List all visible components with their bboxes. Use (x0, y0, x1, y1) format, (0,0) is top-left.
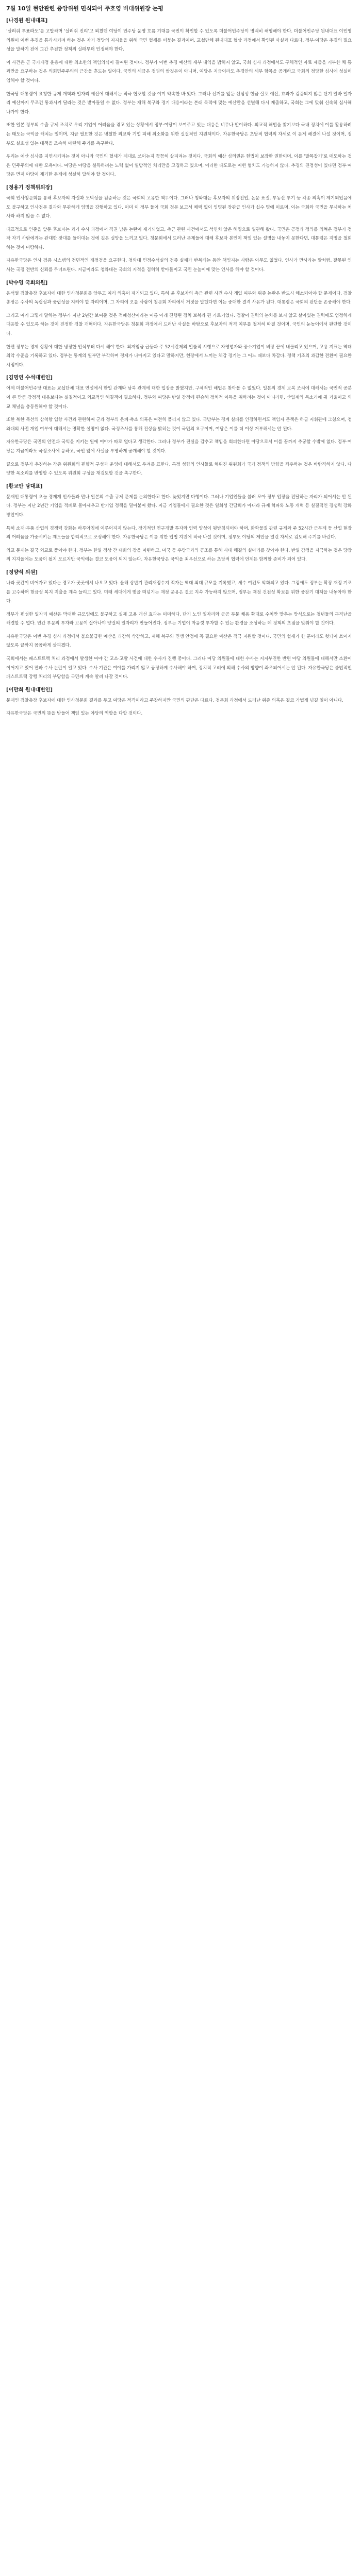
paragraph: 특히 소재·부품 산업의 경쟁력 강화는 하루아침에 이루어지지 않는다. 장기적인 연구개발 투자와 인력 양성이 뒷받침되어야 하며, 화학물질 관련 규제와 주 52시간 근무제 등 산업 현장의 어려움을 가중시키는 제도들을 합리적으로 조정해야 한다. 자유한국당은 이를 위한 입법 지원에 적극 나설 것이며, 정부도 야당의 제안을 열린 자세로 검토해 주기를 바란다. (6, 526, 352, 540)
section-5 (6, 483, 352, 565)
paragraph: 그리고 여기 그렇게 말하는 정부가 지난 2년간 보여준 것은 적폐청산이라는 이름 아래 진행된 정치 보복과 편 가르기였다. 검찰이 권력의 눈치를 보지 않고 살아있는 권력에도 엄정하게 대응할 수 있도록 하는 것이 진정한 검찰 개혁이다. 자유한국당은 청문회 과정에서 드러난 사실을 바탕으로 후보자의 적격 여부를 철저히 따질 것이며, 국민의 눈높이에서 판단할 것이다. (6, 313, 352, 337)
paragraph: 자유한국당은 국민의 뜻을 받들어 책임 있는 야당의 역할을 다할 것이다. (6, 711, 143, 717)
section-4 (6, 374, 352, 478)
paragraph: 한편 정부는 경제 상황에 대한 냉정한 인식부터 다시 해야 한다. 최저임금 급등과 주 52시간제의 일률적 시행으로 자영업자와 중소기업이 벼랑 끝에 내몰리고 있으며, 고용 지표는 역대 최악 수준을 기록하고 있다. 정부는 통계의 일부만 부각하며 경제가 나아지고 있다고 말하지만, 현장에서 느끼는 체감 경기는 그 어느 때보다 차갑다. 정책 기조의 과감한 전환이 필요한 시점이다. (6, 344, 352, 368)
paragraph: 나라 곳간이 비어가고 있다는 경고가 곳곳에서 나오고 있다. 올해 상반기 관리재정수지 적자는 역대 최대 규모를 기록했고, 세수 여건도 악화되고 있다. 그럼에도 정부는 확장 재정 기조를 고수하며 현금성 복지 지출을 계속 늘리고 있다. 미래 세대에게 빚을 떠넘기는 재정 운용은 결코 지속 가능하지 않으며, 정부는 재정 건전성 확보를 위한 중장기 대책을 내놓아야 한다. (6, 580, 352, 604)
paragraph: 국회 인사청문회를 통해 후보자의 자질과 도덕성을 검증하는 것은 국회의 고유한 책무이다. 그러나 청와대는 후보자의 위장전입, 논문 표절, 부동산 투기 등 각종 의혹이 제기되었음에도 불구하고 인사청문 결과와 무관하게 임명을 강행하고 있다. 이미 이 정부 들어 국회 청문 보고서 채택 없이 임명된 장관급 인사가 십수 명에 이르며, 이는 국회와 국민을 무시하는 처사라 하지 않을 수 없다. (6, 195, 352, 219)
paragraph: 자유한국당은 국민의 안전과 국익을 지키는 일에 여야가 따로 없다고 생각한다. 그러나 정부가 진실을 감추고 책임을 회피한다면 야당으로서 이를 끝까지 추궁할 수밖에 없다. 정부·여당은 지금이라도 국정조사에 응하고, 국민 앞에 사실을 투명하게 공개해야 할 것이다. (6, 439, 352, 454)
paragraph: 자유한국당은 이번 추경 심사 과정에서 불요불급한 예산을 과감히 삭감하고, 재해 복구와 민생 안정에 꼭 필요한 예산은 적극 지원할 것이다. 국민의 혈세가 한 푼이라도 헛되이 쓰이지 않도록 끝까지 꼼꼼하게 살피겠다. (6, 634, 352, 649)
paragraph: 이 사건은 곧 국가재정 운용에 대한 최소한의 책임의식이 결여된 것이다. 정부가 이번 추경 예산의 세부 내역을 밝히지 않고, 국회 심사 과정에서도 구체적인 자료 제출을 거부한 채 통과만을 요구하는 것은 의회민주주의의 근간을 흔드는 일이다. 국민의 세금은 정권의 쌈짓돈이 아니며, 여당은 지금이라도 추경안의 세부 항목을 공개하고 국회의 정당한 심사에 성실히 임해야 할 것이다. (6, 60, 352, 83)
paragraph: 윤석열 검찰총장 후보자에 대한 인사청문회를 앞두고 여러 의혹이 제기되고 있다. 특히 윤 후보자의 측근 관련 사건 수사 개입 여부와 위증 논란은 반드시 해소되어야 할 문제이다. 검찰총장은 수사의 독립성과 중립성을 지켜야 할 자리이며, 그 자리에 오를 사람이 청문회 자리에서 거짓을 말했다면 이는 중대한 결격 사유가 된다. 대통령은 국회의 판단을 존중해야 한다. (6, 291, 352, 306)
section-title: [황교안 당대표] (6, 483, 43, 489)
section-title: [정양석 의원] (6, 569, 38, 575)
section-6 (6, 569, 352, 682)
section-3 (6, 279, 352, 370)
paragraph: 한국당 대통령이 요청한 규제 개혁과 일자리 예산에 대해서는 적극 협조할 것을 이미 약속한 바 있다. 그러나 선거를 앞둔 선심성 현금 살포 예산, 효과가 검증되지 않은 단기 알바 일자리 예산까지 무조건 통과시켜 달라는 것은 받아들일 수 없다. 정부는 재해 복구와 경기 대응이라는 본래 목적에 맞는 예산만을 선별해 다시 제출하고, 국회는 그에 맞춰 신속히 심사해 나가야 한다. (6, 91, 352, 115)
paragraph: 끝으로 정부가 추진하는 각종 위원회의 편향적 구성과 운영에 대해서도 우려를 표한다. 특정 성향의 인사들로 채워진 위원회가 국가 정책의 방향을 좌우하는 것은 바람직하지 않다. 다양한 목소리를 반영할 수 있도록 위원회 구성을 재검토할 것을 촉구한다. (6, 462, 352, 477)
document-body (6, 4, 352, 723)
paragraph: 또한 북한 목선의 삼척항 입항 사건과 관련하여 군과 정부의 은폐·축소 의혹은 여전히 풀리지 않고 있다. 국방부는 경계 실패를 인정하면서도 책임자 문책은 하급 지휘관에 그쳤으며, 청와대의 사전 개입 여부에 대해서는 명확한 설명이 없다. 국정조사를 통해 진상을 밝히는 것이 국민의 요구이며, 여당은 이를 더 이상 거부해서는 안 된다. (6, 417, 352, 432)
section-title: [박수영 국회의원] (6, 280, 48, 286)
document-headline: 7월 10일 현안관련 중앙위원 면식되어 주호영 비대위원장 논평 (6, 5, 163, 12)
section-title: [김명연 수석대변인] (6, 375, 53, 381)
section-title: [이만희 원내대변인] (6, 687, 53, 693)
paragraph: 문재인 검찰총장 후보자에 대한 인사청문회 결과를 두고 여당은 적격이라고 주장하지만 국민의 판단은 다르다. 청문회 과정에서 드러난 위증 의혹은 결코 가볍게 넘길 일이 아니다. (6, 698, 343, 703)
paragraph: 정부가 편성한 일자리 예산은 막대한 규모임에도 불구하고 실제 고용 개선 효과는 미미하다. 단기 노인 일자리와 공공 부문 채용 확대로 수치만 맞추는 방식으로는 청년들의 구직난을 해결할 수 없다. 민간 부문의 투자와 고용이 살아나야 양질의 일자리가 만들어진다. 정부는 기업이 마음껏 투자할 수 있는 환경을 조성하는 데 정책의 초점을 맞춰야 할 것이다. (6, 612, 352, 626)
paragraph: 국회에서는 패스트트랙 처리 과정에서 발생한 여야 간 고소·고발 사건에 대한 수사가 진행 중이다. 그러나 여당 의원들에 대한 수사는 지지부진한 반면 야당 의원들에 대해서만 소환이 이어지고 있어 편파 수사 논란이 일고 있다. 수사 기관은 여야를 가리지 않고 공정하게 수사해야 하며, 정치적 고려에 의해 수사의 방향이 좌우되어서는 안 된다. 자유한국당은 불법적인 패스트트랙 강행 처리의 부당함을 국민께 계속 알려 나갈 것이다. (6, 656, 352, 680)
paragraph: 또한 일본 정부의 수출 규제 조치로 우리 기업이 어려움을 겪고 있는 상황에서 정부·여당이 보여주고 있는 대응은 너무나 안이하다. 외교적 해법을 찾기보다 국내 정치에 이를 활용하려는 태도는 국익을 해치는 일이며, 지금 필요한 것은 냉철한 외교와 기업 피해 최소화를 위한 실질적인 지원책이다. 자유한국당은 초당적 협력의 자세로 이 문제 해결에 나설 것이며, 정부도 실효성 있는 대책을 조속히 마련해 주기를 촉구한다. (6, 123, 352, 146)
paragraph: 자유한국당은 인사 검증 시스템의 전면적인 재점검을 요구한다. 청와대 민정수석실의 검증 실패가 반복되는 동안 책임지는 사람은 아무도 없었다. 인사가 만사라는 말처럼, 잘못된 인사는 국정 전반의 신뢰를 무너뜨린다. 지금이라도 청와대는 국회의 지적을 겸허히 받아들이고 국민 눈높이에 맞는 인사를 해야 할 것이다. (6, 258, 352, 273)
paragraph: ‘살려줘 투표라도’를 고발하며 ‘살려줘 진리’고 외쳤던 여당이 민주당 운영 흐름 기대를 국민이 확인할 수 있도록 더불어민주당이 명백히 해명해야 한다. 더불어민주당 원내대표 이인영 의원이 이번 추경을 통과시키려 하는 것은 자기 정당의 지지율을 위해 국민 혈세를 퍼붓는 결과이며, 교섭단체 원내대표 협상 과정에서 확인된 사실과 다르다. 정부·여당은 추경의 필요성을 말하기 전에 그간 추진한 정책의 실패부터 인정해야 한다. (6, 29, 352, 53)
paragraph: 문재인 대통령이 오늘 경제계 인사들과 만나 일본의 수출 규제 문제를 논의한다고 한다. 늦었지만 다행이다. 그러나 기업인들을 불러 모아 정부 입장을 전달하는 자리가 되어서는 안 된다. 정부는 지난 2년간 기업을 적폐로 몰아세우고 반기업 정책을 밀어붙여 왔다. 지금 기업들에게 필요한 것은 일회성 간담회가 아니라 규제 혁파와 노동 개혁 등 실질적인 경쟁력 강화 방안이다. (6, 494, 352, 518)
section-title: [나경원 원내대표] (6, 18, 48, 24)
section-1 (6, 17, 352, 180)
section-title: [정용기 정책위의장] (6, 184, 53, 191)
section-7 (6, 686, 352, 719)
section-2 (6, 184, 352, 275)
paragraph: 우리는 예산 심사를 지연시키려는 것이 아니라 국민의 혈세가 제대로 쓰이는지 꼼꼼히 살피려는 것이다. 국회의 예산 심의권은 헌법이 보장한 권한이며, 이를 ‘발목잡기’로 매도하는 것은 민주주의에 대한 모욕이다. 여당은 야당을 설득하려는 노력 없이 일방적인 처리만을 고집하고 있으며, 이러한 태도로는 어떤 협치도 가능하지 않다. 추경의 진정성이 있다면 정부·여당은 먼저 야당이 제기한 문제에 성실히 답해야 할 것이다. (6, 154, 352, 178)
paragraph: 대표적으로 인준을 앞둔 후보자는 과거 수사 과정에서 직권 남용 논란이 제기되었고, 측근 관련 사건에서도 석연치 않은 해명으로 일관해 왔다. 국민은 공정과 정의를 외쳐온 정부가 정작 자기 사람에게는 관대한 잣대를 들이대는 것에 깊은 실망을 느끼고 있다. 청문회에서 드러난 문제들에 대해 후보자 본인이 책임 있는 설명을 내놓지 못한다면, 대통령은 지명을 철회하는 것이 마땅하다. (6, 227, 352, 250)
paragraph: 어제 더불어민주당 대표는 교섭단체 대표 연설에서 한일 관계와 남북 관계에 대한 입장을 밝혔지만, 구체적인 해법은 찾아볼 수 없었다. 일본의 경제 보복 조치에 대해서는 국민적 공분이 큰 만큼 감정적 대응보다는 실질적이고 외교적인 해결책이 필요하다. 정부와 여당은 반일 감정에 편승해 정치적 이득을 취하려는 것이 아니라면, 산업계의 목소리에 귀 기울이고 외교 채널을 총동원해야 할 것이다. (6, 386, 352, 410)
paragraph: 외교 문제는 결국 외교로 풀어야 한다. 정부는 한일 정상 간 대화의 장을 마련하고, 미국 등 우방국과의 공조를 통해 사태 해결의 실마리를 찾아야 한다. 반일 감정을 자극하는 것은 당장의 지지율에는 도움이 될지 모르지만 국익에는 결코 도움이 되지 않는다. 자유한국당은 국익을 최우선으로 하는 초당적 협력에 언제든 함께할 준비가 되어 있다. (6, 548, 352, 563)
